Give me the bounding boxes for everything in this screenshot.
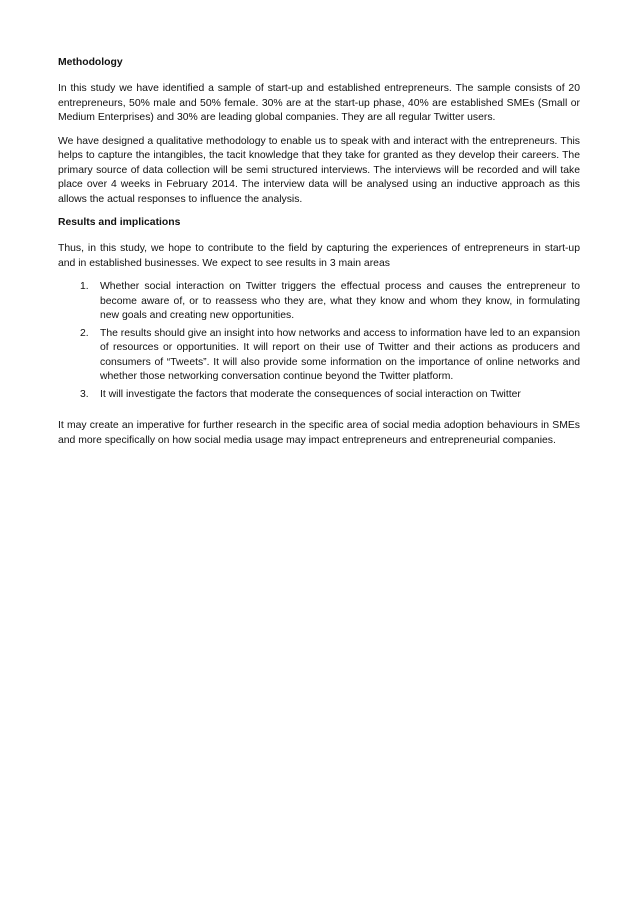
list-item (58, 280, 580, 324)
list-item-text: Whether social interaction on Twitter triggers the effectual process and causes the entrepreneur to become aware of, or to reassess who they are, what they know and whom they know, in formulating new goals and creating new opportunities. (100, 281, 580, 321)
spacer (58, 405, 580, 419)
methodology-paragraph: In this study we have identified a sample of start-up and established entrepreneurs. The sample consists of 20 entrepreneurs, 50% male and 50% female. 30% are at the start-up phase, 40% are established SMEs (Small or Medium Enterprises) and 30% are leading global companies. They are all regular Twitter users. (58, 83, 580, 123)
list-item (58, 388, 580, 403)
methodology-heading: Methodology (58, 57, 123, 68)
results-list (58, 280, 580, 402)
list-item-text: It will investigate the factors that moderate the consequences of social interaction on Twitter (100, 388, 521, 400)
list-item-number: 2. (80, 327, 89, 339)
methodology-paragraph: We have designed a qualitative methodology to enable us to speak with and interact with the entrepreneurs. This helps to capture the intangibles, the tacit knowledge that they take for granted as they develop their careers. The primary source of data collection will be semi structured interviews. The interviews will be recorded and will take place over 4 weeks in February 2014. The interview data will be analysed using an inductive approach as this allows the actual responses to influence the analysis. (58, 135, 580, 205)
results-intro: Thus, in this study, we hope to contribute to the field by capturing the experiences of entrepreneurs in start-up and in established businesses. We expect to see results in 3 main areas (58, 243, 580, 269)
results-heading: Results and implications (58, 217, 181, 228)
list-item (58, 327, 580, 385)
list-item-number: 1. (80, 281, 89, 292)
list-item-number: 3. (80, 388, 89, 400)
document-page (58, 56, 580, 457)
closing-paragraph: It may create an imperative for further research in the specific area of social media adoption behaviours in SMEs and more specifically on how social media usage may impact entrepreneurs and entrepreneurial companies. (58, 420, 580, 446)
list-item-text: The results should give an insight into how networks and access to information have led to an expansion of resources or opportunities. It will report on their use of Twitter and their actions as producers and consumers of “Tweets”. It will also provide some information on the importance of online networks and whether those networking conversation continue beyond the Twitter platform. (100, 327, 580, 382)
